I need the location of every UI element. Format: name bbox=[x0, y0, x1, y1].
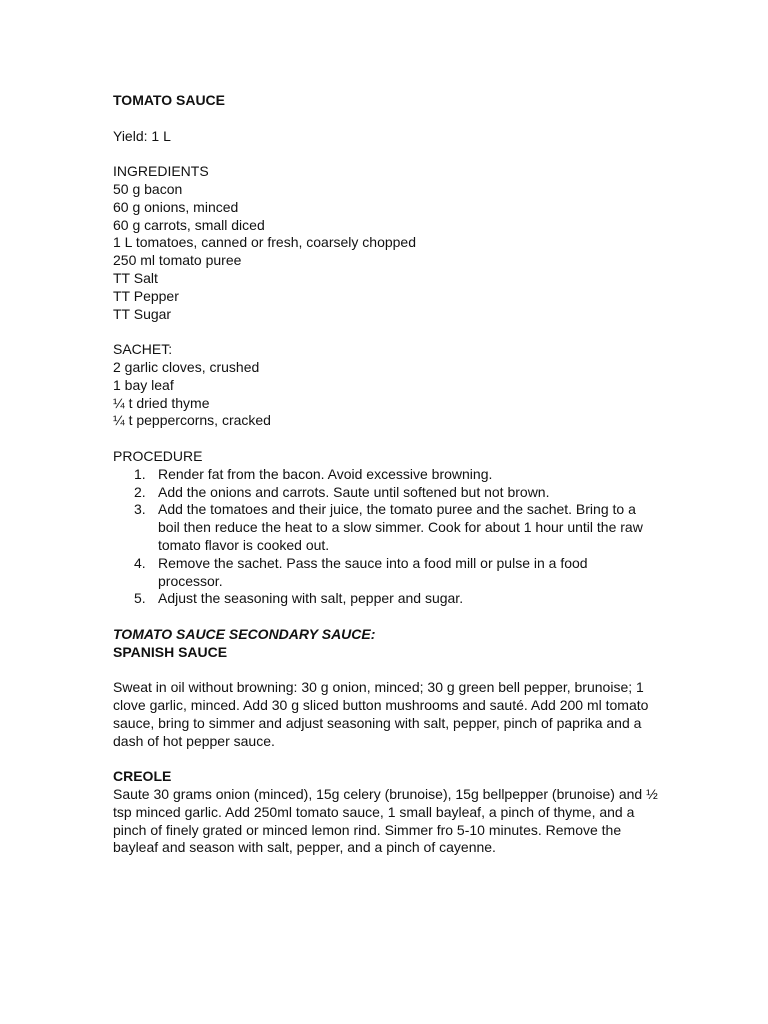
step-text: Add the onions and carrots. Saute until softened but not brown. bbox=[158, 483, 550, 500]
sachet-heading: SACHET: bbox=[113, 341, 173, 358]
spacer bbox=[113, 145, 673, 163]
sachet-item: ¼ t dried thyme bbox=[113, 394, 210, 411]
step-number: 2. bbox=[134, 483, 146, 500]
sachet-item: ¼ t peppercorns, cracked bbox=[113, 412, 271, 429]
procedure-list bbox=[113, 466, 673, 608]
spacer bbox=[113, 430, 673, 448]
ingredient-item: TT Sugar bbox=[113, 305, 172, 322]
step-number: 3. bbox=[134, 501, 146, 518]
spacer bbox=[113, 750, 673, 768]
ingredient-item: 1 L tomatoes, canned or fresh, coarsely chopped bbox=[113, 234, 416, 251]
step-number: 5. bbox=[134, 590, 146, 607]
sachet-item: 2 garlic cloves, crushed bbox=[113, 358, 260, 375]
procedure-section bbox=[113, 448, 673, 608]
step-number: 4. bbox=[134, 554, 146, 571]
creole-title: CREOLE bbox=[113, 768, 172, 785]
spanish-sauce-title: SPANISH SAUCE bbox=[113, 643, 228, 660]
ingredients-heading: INGREDIENTS bbox=[113, 163, 209, 180]
spacer bbox=[113, 110, 673, 128]
document-page bbox=[113, 92, 673, 857]
spanish-sauce-text: Sweat in oil without browning: 30 g onion, minced; 30 g green bell pepper, brunoise; 1 clove garlic, minced. Add 30 g sliced button mushrooms and sauté. Add 200 ml tomato sauce, bring to simmer and adjust seasoning with salt, pepper, pinch of paprika and a dash of hot pepper sauce. bbox=[113, 679, 649, 749]
recipe-title: TOMATO SAUCE bbox=[113, 92, 226, 108]
ingredient-item: TT Pepper bbox=[113, 287, 179, 304]
yield-text: Yield: 1 L bbox=[113, 127, 171, 144]
procedure-step bbox=[113, 466, 673, 484]
spacer bbox=[113, 662, 673, 680]
sachet-section bbox=[113, 341, 673, 430]
ingredient-item: TT Salt bbox=[113, 269, 158, 286]
step-text: Adjust the seasoning with salt, pepper and sugar. bbox=[158, 590, 464, 607]
ingredient-item: 250 ml tomato puree bbox=[113, 252, 242, 269]
secondary-heading: TOMATO SAUCE SECONDARY SAUCE: bbox=[113, 625, 376, 642]
sachet-item: 1 bay leaf bbox=[113, 376, 174, 393]
procedure-step bbox=[113, 484, 673, 502]
secondary-sauce-section bbox=[113, 626, 673, 857]
ingredient-item: 60 g carrots, small diced bbox=[113, 216, 265, 233]
step-text: Render fat from the bacon. Avoid excessive browning. bbox=[158, 465, 493, 482]
ingredient-item: 50 g bacon bbox=[113, 180, 183, 197]
procedure-step bbox=[113, 555, 673, 591]
ingredients-section bbox=[113, 163, 673, 323]
step-number: 1. bbox=[134, 465, 146, 482]
ingredient-item: 60 g onions, minced bbox=[113, 198, 239, 215]
step-text: Remove the sachet. Pass the sauce into a food mill or pulse in a food processor. bbox=[158, 554, 588, 589]
spacer bbox=[113, 608, 673, 626]
procedure-step bbox=[113, 590, 673, 608]
procedure-heading: PROCEDURE bbox=[113, 447, 203, 464]
creole-text: Saute 30 grams onion (minced), 15g celery (brunoise), 15g bellpepper (brunoise) and ½ tsp minced garlic. Add 250ml tomato sauce, 1 small bayleaf, a pinch of thyme, and a pinch of finely grated or minced lemon rind. Simmer fro 5-10 minutes. Remove the bayleaf and season with salt, pepper, and a pinch of cayenne. bbox=[113, 786, 658, 856]
spacer bbox=[113, 323, 673, 341]
step-text: Add the tomatoes and their juice, the tomato puree and the sachet. Bring to a boil then reduce the heat to a slow simmer. Cook for about 1 hour until the raw tomato flavor is cooked out. bbox=[158, 501, 643, 553]
procedure-step bbox=[113, 501, 673, 554]
